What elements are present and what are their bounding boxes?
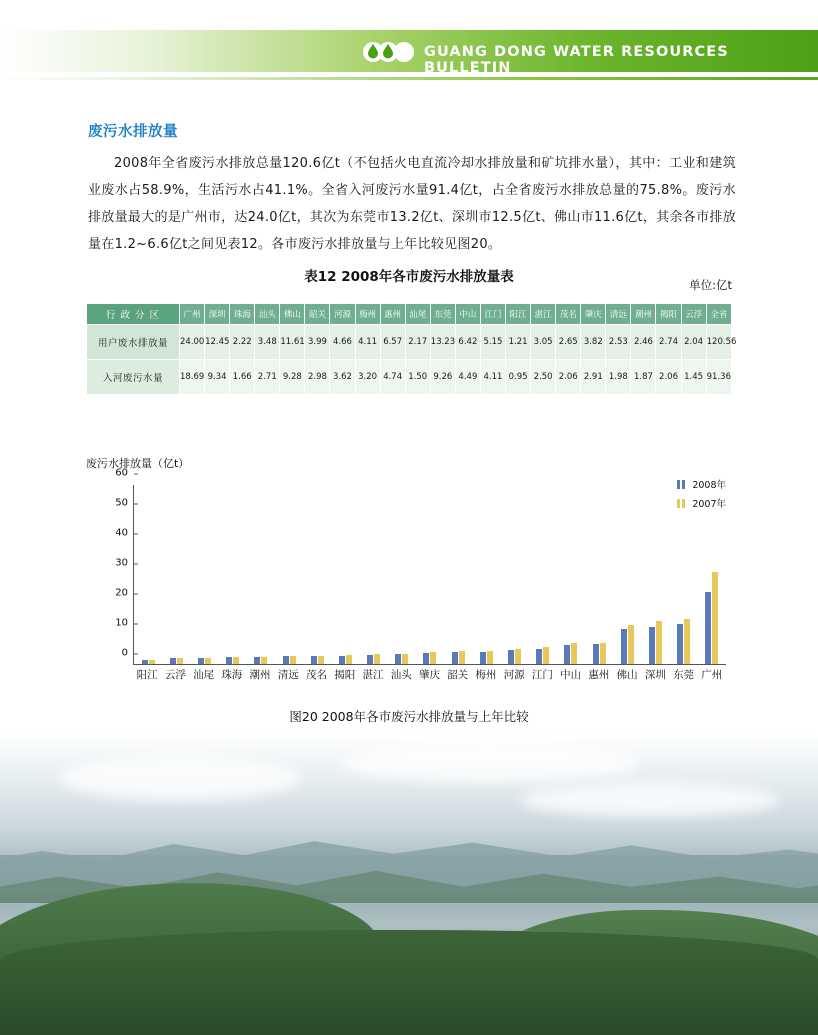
table-cell: 3.82	[581, 325, 606, 360]
chart-y-tick: 50	[115, 498, 134, 509]
table-col-header: 云浮	[681, 304, 706, 325]
chart-bar	[564, 645, 570, 664]
chart-bar	[621, 629, 627, 664]
chart-bar-group	[275, 485, 303, 664]
table-cell: 2.53	[606, 325, 631, 360]
table-row-label: 入河废污水量	[87, 360, 180, 395]
chart-bar-group	[134, 485, 162, 664]
chart-x-tick-label: 江门	[531, 669, 553, 681]
table-cell: 9.34	[205, 360, 230, 395]
chart-bar	[684, 619, 690, 664]
chart-bar-group	[444, 485, 472, 664]
table-col-header: 东莞	[430, 304, 455, 325]
chart-bar	[536, 649, 542, 664]
chart-x-tick-label: 肇庆	[418, 669, 440, 681]
table-cell: 5.15	[480, 325, 505, 360]
table-cell: 18.69	[180, 360, 205, 395]
table-col-header: 阳江	[506, 304, 531, 325]
chart-bar	[487, 651, 493, 664]
table-col-header: 梅州	[355, 304, 380, 325]
chart-bar	[205, 658, 211, 664]
chart-bar	[571, 643, 577, 664]
chart-bar	[508, 650, 514, 664]
chart-bar	[712, 572, 718, 664]
chart-x-tick-label: 茂名	[306, 669, 328, 681]
table-col-header: 珠海	[230, 304, 255, 325]
table-cell: 4.74	[380, 360, 405, 395]
table-cell: 91.36	[706, 360, 731, 395]
table-cell: 120.56	[706, 325, 731, 360]
chart-x-tick-label: 惠州	[588, 669, 610, 681]
chart-y-tick: 20	[115, 588, 134, 599]
chart-bar-group	[613, 485, 641, 664]
table-corner-header: 行 政 分 区	[87, 304, 180, 325]
photo-cloud	[340, 743, 640, 783]
chart-bar	[290, 656, 296, 664]
table-cell: 4.11	[355, 325, 380, 360]
legend-label: 2008年	[692, 480, 726, 491]
chart-bar	[656, 621, 662, 664]
chart-bar	[452, 652, 458, 664]
table-cell: 2.74	[656, 325, 681, 360]
chart-bar-group	[360, 485, 388, 664]
chart-x-tick-label: 东莞	[673, 669, 695, 681]
chart-bar-group	[247, 485, 275, 664]
scenic-reservoir-photo	[0, 735, 818, 1035]
legend-label: 2007年	[692, 499, 726, 510]
table-cell: 4.49	[455, 360, 480, 395]
chart-bar-group	[219, 485, 247, 664]
chart-bar-group	[529, 485, 557, 664]
chart-x-tick-label: 阳江	[136, 669, 158, 681]
table-cell: 12.45	[205, 325, 230, 360]
table-cell: 2.06	[656, 360, 681, 395]
table-col-header: 广州	[180, 304, 205, 325]
chart-x-tick-label: 深圳	[644, 669, 666, 681]
table-header-row	[87, 304, 732, 325]
table-cell: 13.23	[430, 325, 455, 360]
chart-bar-group	[331, 485, 359, 664]
chart-y-tick: 40	[115, 528, 134, 539]
table-cell: 2.06	[556, 360, 581, 395]
table-row	[87, 360, 732, 395]
chart-y-tick: 60	[115, 468, 134, 479]
table-cell: 1.66	[230, 360, 255, 395]
chart-bars	[134, 485, 726, 664]
chart-bar-group	[585, 485, 613, 664]
table-cell: 2.22	[230, 325, 255, 360]
chart-y-tick: 30	[115, 558, 134, 569]
chart-x-tick-label: 汕尾	[193, 669, 215, 681]
table-cell: 6.57	[380, 325, 405, 360]
chart-bar-group	[303, 485, 331, 664]
table-unit-label: 单位:亿t	[689, 278, 732, 292]
chart-bar	[395, 654, 401, 664]
table-head	[87, 304, 732, 325]
header-divider	[0, 77, 818, 80]
chart-bar	[261, 657, 267, 664]
chart-bar	[367, 655, 373, 664]
chart-bar	[283, 656, 289, 664]
chart-bar-group	[557, 485, 585, 664]
chart-x-tick-label: 韶关	[447, 669, 469, 681]
table-cell: 6.42	[455, 325, 480, 360]
table-cell: 2.17	[405, 325, 430, 360]
chart-bar	[226, 657, 232, 664]
table-cell: 1.87	[631, 360, 656, 395]
table-col-header: 汕尾	[405, 304, 430, 325]
table-cell: 4.66	[330, 325, 355, 360]
table-col-header: 江门	[480, 304, 505, 325]
table-col-header: 清远	[606, 304, 631, 325]
chart-bar-group	[698, 485, 726, 664]
chart-bar	[374, 654, 380, 664]
page-title: 废污水排放量	[88, 124, 178, 140]
table-cell: 2.04	[681, 325, 706, 360]
chart-x-tick-label: 广州	[701, 669, 723, 681]
table-col-header: 韶关	[305, 304, 330, 325]
table-col-header: 揭阳	[656, 304, 681, 325]
chart-x-tick-label: 揭阳	[334, 669, 356, 681]
table-cell: 3.48	[255, 325, 280, 360]
table-cell: 3.62	[330, 360, 355, 395]
chart-x-tick-label: 潮州	[249, 669, 271, 681]
chart-bar-group	[416, 485, 444, 664]
water-drop-logo-icon	[362, 40, 414, 64]
chart-plot-area	[115, 467, 726, 665]
table-cell: 2.71	[255, 360, 280, 395]
chart-bar-group	[388, 485, 416, 664]
chart-bar	[346, 655, 352, 664]
chart-y-tick: 10	[115, 618, 134, 629]
table-col-header: 潮州	[631, 304, 656, 325]
table-cell: 2.98	[305, 360, 330, 395]
table-cell: 24.00	[180, 325, 205, 360]
table-cell: 1.50	[405, 360, 430, 395]
header-title: GUANG DONG WATER RESOURCES BULLETIN	[424, 44, 729, 76]
table-cell: 1.98	[606, 360, 631, 395]
chart-bar	[705, 592, 711, 664]
table-cell: 1.21	[506, 325, 531, 360]
wastewater-table	[86, 303, 737, 395]
table-col-header: 深圳	[205, 304, 230, 325]
chart-x-tick-label: 梅州	[475, 669, 497, 681]
table-cell: 2.50	[531, 360, 556, 395]
table-col-header: 湛江	[531, 304, 556, 325]
wastewater-bar-chart	[86, 455, 736, 705]
photo-cloud	[520, 783, 780, 817]
chart-x-tick-label: 清远	[277, 669, 299, 681]
table-cell: 0.95	[506, 360, 531, 395]
table-cell: 2.46	[631, 325, 656, 360]
chart-bar	[233, 657, 239, 664]
chart-bar-group	[670, 485, 698, 664]
chart-x-axis-labels	[133, 667, 726, 682]
table-cell: 3.20	[355, 360, 380, 395]
photo-foreground-ridge	[0, 930, 818, 1035]
chart-x-tick-label: 珠海	[221, 669, 243, 681]
chart-bar-group	[162, 485, 190, 664]
table-col-header: 惠州	[380, 304, 405, 325]
table-body	[87, 325, 737, 395]
table-cell: 3.99	[305, 325, 330, 360]
chart-bar	[402, 654, 408, 664]
table-col-header: 佛山	[280, 304, 305, 325]
chart-bar	[423, 653, 429, 664]
chart-bar-group	[500, 485, 528, 664]
chart-bar-group	[190, 485, 218, 664]
chart-bar	[149, 660, 155, 664]
chart-bar	[311, 656, 317, 664]
chart-bar	[628, 625, 634, 664]
table-caption: 表12 2008年各市废污水排放量表	[304, 269, 514, 285]
body-paragraph: 2008年全省废污水排放总量120.6亿t（不包括火电直流冷却水排放量和矿坑排水量），其中：工业和建筑业废水占58.9%，生活污水占41.1%。全省入河废污水量91.4亿t，占全省废污水排放总量的75.8%。废污水排放量最大的是广州市，达24.0亿t，其次为东莞市13.2亿t、深圳市12.5亿t、佛山市11.6亿t，其余各市排放量在1.2~6.6亿t之间见表12。各市废污水排放量与上年比较见图20。	[88, 156, 736, 252]
chart-bar	[177, 658, 183, 664]
table-col-header: 茂名	[556, 304, 581, 325]
table-col-header: 全省	[706, 304, 731, 325]
chart-x-tick-label: 河源	[503, 669, 525, 681]
chart-bar	[677, 624, 683, 664]
chart-bar-group	[472, 485, 500, 664]
chart-bar	[543, 647, 549, 664]
chart-x-tick-label: 云浮	[164, 669, 186, 681]
table-cell: 9.28	[280, 360, 305, 395]
table-cell: 1.45	[681, 360, 706, 395]
table-col-header: 汕头	[255, 304, 280, 325]
figure-caption: 图20 2008年各市废污水排放量与上年比较	[289, 709, 529, 724]
table-row	[87, 325, 732, 360]
chart-bar	[254, 657, 260, 664]
chart-bar	[170, 658, 176, 664]
chart-x-tick-label: 湛江	[362, 669, 384, 681]
chart-bar	[593, 644, 599, 664]
table-cell: 9.26	[430, 360, 455, 395]
chart-bar	[142, 660, 148, 664]
chart-bar	[430, 652, 436, 664]
table-cell: 2.65	[556, 325, 581, 360]
table-cell: 3.05	[531, 325, 556, 360]
chart-bar	[198, 658, 204, 665]
table-col-header: 肇庆	[581, 304, 606, 325]
chart-bar-group	[641, 485, 669, 664]
chart-bar	[480, 652, 486, 664]
table-col-header: 中山	[455, 304, 480, 325]
table-col-header: 河源	[330, 304, 355, 325]
chart-x-tick-label: 汕头	[390, 669, 412, 681]
chart-bar	[649, 627, 655, 664]
photo-cloud	[60, 755, 300, 801]
chart-bar	[318, 656, 324, 664]
chart-bar	[459, 651, 465, 664]
chart-bar	[339, 656, 345, 664]
table-cell: 11.61	[280, 325, 305, 360]
chart-y-tick: 0	[122, 648, 134, 659]
table-cell: 4.11	[480, 360, 505, 395]
chart-x-tick-label: 中山	[560, 669, 582, 681]
chart-bar	[515, 649, 521, 664]
table-row-label: 用户废水排放量	[87, 325, 180, 360]
chart-bar	[600, 643, 606, 664]
chart-x-tick-label: 佛山	[616, 669, 638, 681]
table-cell: 2.91	[581, 360, 606, 395]
chart-y-axis-title: 废污水排放量（亿t）	[86, 457, 190, 470]
